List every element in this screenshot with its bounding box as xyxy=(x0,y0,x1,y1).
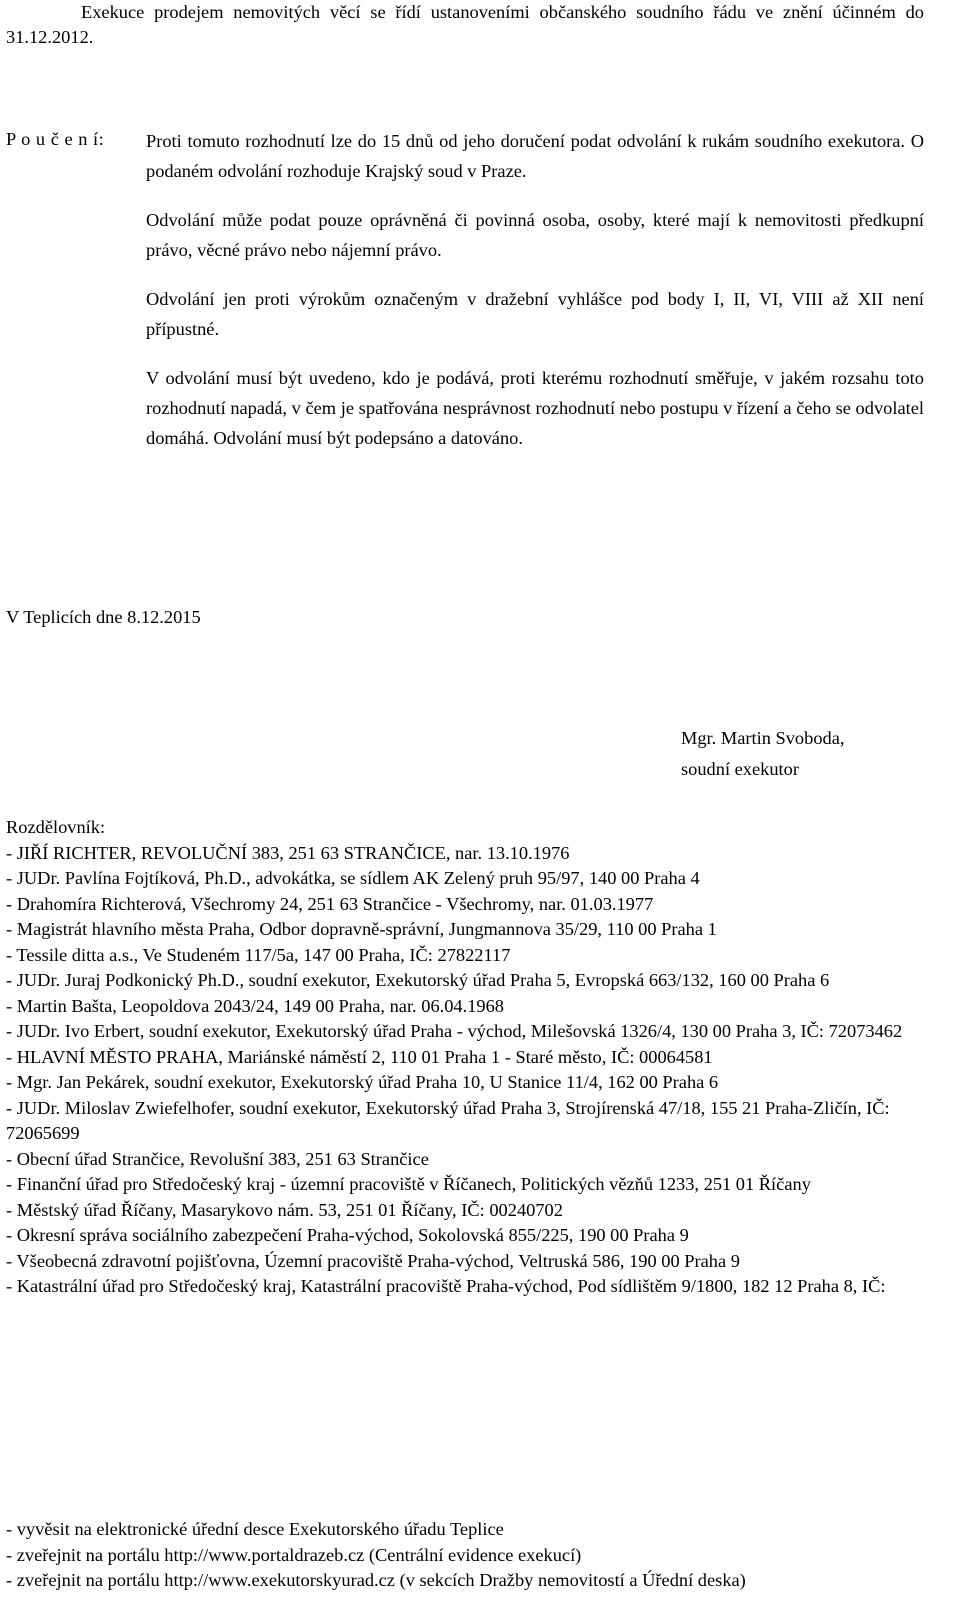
list-item: - JUDr. Ivo Erbert, soudní exekutor, Exekutorský úřad Praha - východ, Milešovská 1326/4, 130 00 Praha 3, IČ: 72073462 xyxy=(6,1021,903,1041)
signature-block xyxy=(681,723,844,785)
list-item: - JUDr. Pavlína Fojtíková, Ph.D., advokátka, se sídlem AK Zelený pruh 95/97, 140 00 Praha 4 xyxy=(6,868,700,888)
list-item: - Všeobecná zdravotní pojišťovna, Územní pracoviště Praha-východ, Veltruská 586, 190 00 Praha 9 xyxy=(6,1250,740,1271)
publication-item: - zveřejnit na portálu http://www.exekutorskyurad.cz (v sekcích Dražby nemovitostí a Úřední deska) xyxy=(6,1570,746,1590)
signature-name: Mgr. Martin Svoboda, xyxy=(681,728,845,748)
list-item: - Finanční úřad pro Středočeský kraj - územní pracoviště v Říčanech, Politických vězňů 1233, 251 01 Říčany xyxy=(6,1174,811,1194)
pouceni-section xyxy=(146,126,924,186)
list-item: - Mgr. Jan Pekárek, soudní exekutor, Exekutorský úřad Praha 10, U Stanice 11/4, 162 00 Praha 6 xyxy=(6,1072,719,1092)
list-item: - Magistrát hlavního města Praha, Odbor dopravně-správní, Jungmannova 35/29, 110 00 Praha 1 xyxy=(6,919,717,939)
pouceni-paragraph-3: Odvolání jen proti výrokům označeným v dražební vyhlášce pod body I, II, VI, VIII až XII není přípustné. xyxy=(146,289,924,339)
rozdelovnik-heading: Rozdělovník: xyxy=(6,817,106,837)
list-item: - JIŘÍ RICHTER, REVOLUČNÍ 383, 251 63 STRANČICE, nar. 13.10.1976 xyxy=(6,842,570,863)
signature-title: soudní exekutor xyxy=(681,759,799,779)
intro-paragraph: Exekuce prodejem nemovitých věcí se řídí ustanoveními občanského soudního řádu ve znění účinném do 31.12.2012. xyxy=(6,2,924,47)
list-item: - JUDr. Juraj Podkonický Ph.D., soudní exekutor, Exekutorský úřad Praha 5, Evropská 663/132, 160 00 Praha 6 xyxy=(6,970,830,990)
pouceni-paragraph-4: V odvolání musí být uvedeno, kdo je podává, proti kterému rozhodnutí směřuje, v jakém rozsahu toto rozhodnutí napadá, v čem je spatřována nesprávnost rozhodnutí nebo postupu v řízení a čeho se odvolatel domáhá. Odvolání musí být podepsáno a datováno. xyxy=(146,368,924,448)
rozdelovnik-section xyxy=(6,815,924,1300)
publication-section xyxy=(6,1517,924,1594)
list-item: - Obecní úřad Strančice, Revolušní 383, 251 63 Strančice xyxy=(6,1148,429,1169)
pouceni-paragraph-1: Proti tomuto rozhodnutí lze do 15 dnů od jeho doručení podat odvolání k rukám soudního exekutora. O podaném odvolání rozhoduje Krajský soud v Praze. xyxy=(146,131,924,181)
list-item: - Městský úřad Říčany, Masarykovo nám. 53, 251 01 Říčany, IČ: 00240702 xyxy=(6,1199,563,1220)
pouceni-section-3 xyxy=(146,284,924,344)
list-item: - Drahomíra Richterová, Všechromy 24, 251 63 Strančice - Všechromy, nar. 01.03.1977 xyxy=(6,893,654,914)
list-item: - Okresní správa sociálního zabezpečení Praha-východ, Sokolovská 855/225, 190 00 Praha 9 xyxy=(6,1225,689,1245)
pouceni-paragraph-2: Odvolání může podat pouze oprávněná či povinná osoba, osoby, které mají k nemovitosti předkupní právo, věcné právo nebo nájemní právo. xyxy=(146,210,924,260)
list-item: - HLAVNÍ MĚSTO PRAHA, Mariánské náměstí 2, 110 01 Praha 1 - Staré město, IČ: 00064581 xyxy=(6,1046,713,1067)
publication-item: - zveřejnit na portálu http://www.portaldrazeb.cz (Centrální evidence exekucí) xyxy=(6,1544,582,1565)
list-item: - JUDr. Miloslav Zwiefelhofer, soudní exekutor, Exekutorský úřad Praha 3, Strojírenská 47/18, 155 21 Praha-Zličín, IČ: 72065699 xyxy=(6,1097,890,1143)
date-place: V Teplicích dne 8.12.2015 xyxy=(6,607,201,627)
list-item: - Katastrální úřad pro Středočeský kraj, Katastrální pracoviště Praha-východ, Pod sídlištěm 9/1800, 182 12 Praha 8, IČ: xyxy=(6,1276,886,1296)
publication-item: - vyvěsit na elektronické úřední desce Exekutorského úřadu Teplice xyxy=(6,1519,504,1539)
list-item: - Martin Bašta, Leopoldova 2043/24, 149 00 Praha, nar. 06.04.1968 xyxy=(6,995,505,1016)
list-item: - Tessile ditta a.s., Ve Studeném 117/5a, 147 00 Praha, IČ: 27822117 xyxy=(6,944,511,965)
pouceni-label: P o u č e n í: xyxy=(6,129,105,149)
pouceni-section-2 xyxy=(146,205,924,265)
pouceni-section-4 xyxy=(146,363,924,453)
